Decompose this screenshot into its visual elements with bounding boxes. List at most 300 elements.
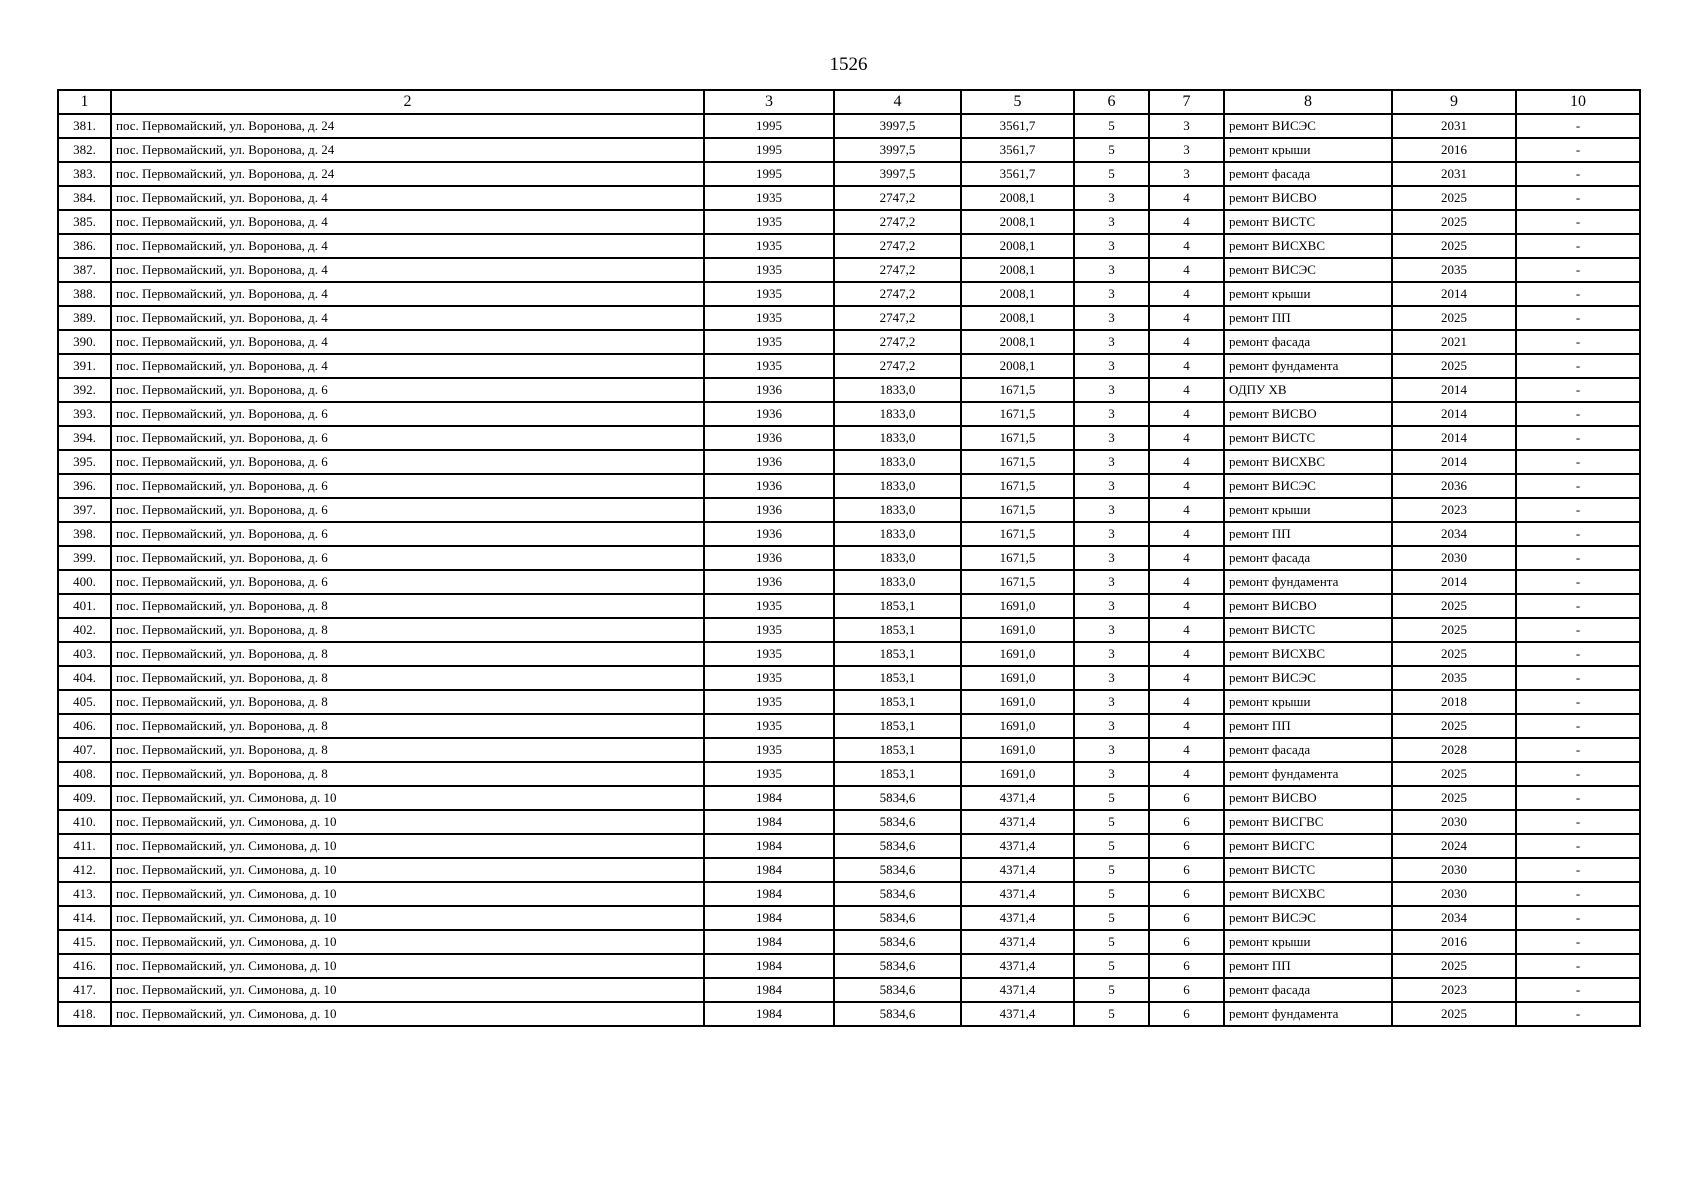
table-row: [58, 306, 1640, 330]
note-cell: -: [1516, 474, 1640, 498]
address-cell: пос. Первомайский, ул. Воронова, д. 8: [111, 642, 704, 666]
planned-year-cell: 2031: [1392, 162, 1516, 186]
total-area-cell: 5834,6: [834, 1002, 961, 1026]
address-cell: пос. Первомайский, ул. Симонова, д. 10: [111, 858, 704, 882]
planned-year-cell: 2025: [1392, 1002, 1516, 1026]
total-area-cell: 2747,2: [834, 306, 961, 330]
note-cell: -: [1516, 1002, 1640, 1026]
entrances-cell: 6: [1149, 834, 1224, 858]
entrances-cell: 4: [1149, 570, 1224, 594]
living-area-cell: 1671,5: [961, 546, 1074, 570]
row-number-cell: 417.: [58, 978, 111, 1002]
year-built-cell: 1984: [704, 906, 834, 930]
year-built-cell: 1984: [704, 882, 834, 906]
total-area-cell: 1853,1: [834, 594, 961, 618]
planned-year-cell: 2030: [1392, 882, 1516, 906]
row-number-cell: 386.: [58, 234, 111, 258]
floors-cell: 3: [1074, 546, 1149, 570]
row-number-cell: 397.: [58, 498, 111, 522]
floors-cell: 3: [1074, 330, 1149, 354]
table-row: [58, 930, 1640, 954]
table-row: [58, 1002, 1640, 1026]
total-area-cell: 1833,0: [834, 498, 961, 522]
table-row: [58, 354, 1640, 378]
note-cell: -: [1516, 618, 1640, 642]
floors-cell: 5: [1074, 1002, 1149, 1026]
floors-cell: 3: [1074, 522, 1149, 546]
floors-cell: 3: [1074, 426, 1149, 450]
address-cell: пос. Первомайский, ул. Симонова, д. 10: [111, 834, 704, 858]
planned-year-cell: 2023: [1392, 498, 1516, 522]
row-number-cell: 400.: [58, 570, 111, 594]
row-number-cell: 388.: [58, 282, 111, 306]
total-area-cell: 1853,1: [834, 642, 961, 666]
table-row: [58, 786, 1640, 810]
floors-cell: 3: [1074, 618, 1149, 642]
total-area-cell: 1833,0: [834, 426, 961, 450]
column-header: 10: [1516, 90, 1640, 114]
row-number-cell: 412.: [58, 858, 111, 882]
work-type-cell: ремонт ВИСЭС: [1224, 906, 1392, 930]
floors-cell: 3: [1074, 762, 1149, 786]
year-built-cell: 1984: [704, 954, 834, 978]
work-type-cell: ремонт ВИСЭС: [1224, 114, 1392, 138]
address-cell: пос. Первомайский, ул. Воронова, д. 24: [111, 114, 704, 138]
entrances-cell: 6: [1149, 906, 1224, 930]
planned-year-cell: 2025: [1392, 234, 1516, 258]
planned-year-cell: 2025: [1392, 594, 1516, 618]
note-cell: -: [1516, 162, 1640, 186]
total-area-cell: 5834,6: [834, 978, 961, 1002]
work-type-cell: ремонт ВИСЭС: [1224, 666, 1392, 690]
table-row: [58, 162, 1640, 186]
column-header: 1: [58, 90, 111, 114]
work-type-cell: ремонт фундамента: [1224, 762, 1392, 786]
row-number-cell: 392.: [58, 378, 111, 402]
living-area-cell: 3561,7: [961, 138, 1074, 162]
year-built-cell: 1936: [704, 402, 834, 426]
note-cell: -: [1516, 354, 1640, 378]
work-type-cell: ремонт ВИСТС: [1224, 858, 1392, 882]
table-row: [58, 882, 1640, 906]
note-cell: -: [1516, 594, 1640, 618]
row-number-cell: 396.: [58, 474, 111, 498]
planned-year-cell: 2025: [1392, 354, 1516, 378]
row-number-cell: 402.: [58, 618, 111, 642]
total-area-cell: 5834,6: [834, 906, 961, 930]
work-type-cell: ремонт фасада: [1224, 162, 1392, 186]
planned-year-cell: 2021: [1392, 330, 1516, 354]
planned-year-cell: 2025: [1392, 642, 1516, 666]
year-built-cell: 1936: [704, 570, 834, 594]
entrances-cell: 4: [1149, 738, 1224, 762]
entrances-cell: 6: [1149, 786, 1224, 810]
planned-year-cell: 2030: [1392, 546, 1516, 570]
entrances-cell: 4: [1149, 666, 1224, 690]
note-cell: -: [1516, 498, 1640, 522]
note-cell: -: [1516, 882, 1640, 906]
entrances-cell: 4: [1149, 258, 1224, 282]
planned-year-cell: 2014: [1392, 378, 1516, 402]
table-row: [58, 330, 1640, 354]
work-type-cell: ремонт крыши: [1224, 138, 1392, 162]
entrances-cell: 4: [1149, 186, 1224, 210]
entrances-cell: 4: [1149, 282, 1224, 306]
planned-year-cell: 2025: [1392, 306, 1516, 330]
year-built-cell: 1935: [704, 714, 834, 738]
year-built-cell: 1935: [704, 642, 834, 666]
table-row: [58, 978, 1640, 1002]
living-area-cell: 1671,5: [961, 474, 1074, 498]
year-built-cell: 1936: [704, 378, 834, 402]
floors-cell: 3: [1074, 498, 1149, 522]
work-type-cell: ремонт фасада: [1224, 738, 1392, 762]
entrances-cell: 4: [1149, 690, 1224, 714]
table-body: [58, 114, 1640, 1026]
note-cell: -: [1516, 258, 1640, 282]
living-area-cell: 2008,1: [961, 354, 1074, 378]
living-area-cell: 2008,1: [961, 306, 1074, 330]
work-type-cell: ОДПУ ХВ: [1224, 378, 1392, 402]
work-type-cell: ремонт ВИСВО: [1224, 402, 1392, 426]
living-area-cell: 1671,5: [961, 570, 1074, 594]
floors-cell: 5: [1074, 786, 1149, 810]
row-number-cell: 389.: [58, 306, 111, 330]
address-cell: пос. Первомайский, ул. Воронова, д. 4: [111, 330, 704, 354]
row-number-cell: 407.: [58, 738, 111, 762]
year-built-cell: 1936: [704, 474, 834, 498]
address-cell: пос. Первомайский, ул. Воронова, д. 24: [111, 138, 704, 162]
column-header: 7: [1149, 90, 1224, 114]
living-area-cell: 1671,5: [961, 522, 1074, 546]
year-built-cell: 1935: [704, 354, 834, 378]
table-row: [58, 522, 1640, 546]
year-built-cell: 1935: [704, 762, 834, 786]
address-cell: пос. Первомайский, ул. Симонова, д. 10: [111, 906, 704, 930]
living-area-cell: 4371,4: [961, 1002, 1074, 1026]
table-row: [58, 402, 1640, 426]
floors-cell: 5: [1074, 906, 1149, 930]
entrances-cell: 4: [1149, 762, 1224, 786]
table-row: [58, 594, 1640, 618]
address-cell: пос. Первомайский, ул. Симонова, д. 10: [111, 786, 704, 810]
total-area-cell: 1833,0: [834, 570, 961, 594]
row-number-cell: 403.: [58, 642, 111, 666]
note-cell: -: [1516, 282, 1640, 306]
floors-cell: 5: [1074, 882, 1149, 906]
living-area-cell: 4371,4: [961, 882, 1074, 906]
planned-year-cell: 2025: [1392, 618, 1516, 642]
address-cell: пос. Первомайский, ул. Воронова, д. 4: [111, 186, 704, 210]
floors-cell: 3: [1074, 474, 1149, 498]
note-cell: -: [1516, 738, 1640, 762]
table-row: [58, 954, 1640, 978]
note-cell: -: [1516, 570, 1640, 594]
year-built-cell: 1984: [704, 930, 834, 954]
living-area-cell: 2008,1: [961, 186, 1074, 210]
total-area-cell: 2747,2: [834, 258, 961, 282]
living-area-cell: 4371,4: [961, 834, 1074, 858]
living-area-cell: 2008,1: [961, 282, 1074, 306]
table-row: [58, 906, 1640, 930]
living-area-cell: 3561,7: [961, 114, 1074, 138]
column-header: 3: [704, 90, 834, 114]
row-number-cell: 390.: [58, 330, 111, 354]
entrances-cell: 4: [1149, 330, 1224, 354]
address-cell: пос. Первомайский, ул. Симонова, д. 10: [111, 978, 704, 1002]
work-type-cell: ремонт ВИСХВС: [1224, 450, 1392, 474]
year-built-cell: 1935: [704, 258, 834, 282]
total-area-cell: 1833,0: [834, 474, 961, 498]
row-number-cell: 405.: [58, 690, 111, 714]
planned-year-cell: 2028: [1392, 738, 1516, 762]
floors-cell: 3: [1074, 378, 1149, 402]
table-row: [58, 186, 1640, 210]
note-cell: -: [1516, 834, 1640, 858]
year-built-cell: 1936: [704, 522, 834, 546]
floors-cell: 5: [1074, 162, 1149, 186]
floors-cell: 3: [1074, 450, 1149, 474]
note-cell: -: [1516, 210, 1640, 234]
work-type-cell: ремонт крыши: [1224, 930, 1392, 954]
living-area-cell: 2008,1: [961, 234, 1074, 258]
total-area-cell: 1853,1: [834, 738, 961, 762]
floors-cell: 3: [1074, 210, 1149, 234]
work-type-cell: ремонт ПП: [1224, 954, 1392, 978]
note-cell: -: [1516, 138, 1640, 162]
entrances-cell: 4: [1149, 402, 1224, 426]
row-number-cell: 387.: [58, 258, 111, 282]
row-number-cell: 385.: [58, 210, 111, 234]
row-number-cell: 409.: [58, 786, 111, 810]
total-area-cell: 3997,5: [834, 138, 961, 162]
living-area-cell: 4371,4: [961, 954, 1074, 978]
table-row: [58, 258, 1640, 282]
work-type-cell: ремонт фундамента: [1224, 354, 1392, 378]
address-cell: пос. Первомайский, ул. Воронова, д. 6: [111, 570, 704, 594]
floors-cell: 5: [1074, 114, 1149, 138]
total-area-cell: 3997,5: [834, 162, 961, 186]
address-cell: пос. Первомайский, ул. Воронова, д. 4: [111, 354, 704, 378]
address-cell: пос. Первомайский, ул. Воронова, д. 6: [111, 378, 704, 402]
note-cell: -: [1516, 762, 1640, 786]
work-type-cell: ремонт ВИСГВС: [1224, 810, 1392, 834]
year-built-cell: 1935: [704, 666, 834, 690]
living-area-cell: 1691,0: [961, 618, 1074, 642]
work-type-cell: ремонт ВИСТС: [1224, 210, 1392, 234]
total-area-cell: 1853,1: [834, 714, 961, 738]
total-area-cell: 2747,2: [834, 186, 961, 210]
column-number-row: [58, 90, 1640, 114]
note-cell: -: [1516, 114, 1640, 138]
year-built-cell: 1935: [704, 330, 834, 354]
floors-cell: 3: [1074, 666, 1149, 690]
total-area-cell: 5834,6: [834, 882, 961, 906]
entrances-cell: 4: [1149, 234, 1224, 258]
year-built-cell: 1935: [704, 618, 834, 642]
total-area-cell: 5834,6: [834, 810, 961, 834]
year-built-cell: 1984: [704, 978, 834, 1002]
total-area-cell: 1853,1: [834, 762, 961, 786]
floors-cell: 3: [1074, 258, 1149, 282]
floors-cell: 3: [1074, 354, 1149, 378]
total-area-cell: 1833,0: [834, 522, 961, 546]
work-type-cell: ремонт фундамента: [1224, 1002, 1392, 1026]
year-built-cell: 1935: [704, 594, 834, 618]
year-built-cell: 1995: [704, 162, 834, 186]
living-area-cell: 4371,4: [961, 786, 1074, 810]
total-area-cell: 1833,0: [834, 402, 961, 426]
table-row: [58, 618, 1640, 642]
floors-cell: 3: [1074, 642, 1149, 666]
note-cell: -: [1516, 186, 1640, 210]
entrances-cell: 4: [1149, 450, 1224, 474]
living-area-cell: 4371,4: [961, 906, 1074, 930]
floors-cell: 3: [1074, 738, 1149, 762]
address-cell: пос. Первомайский, ул. Воронова, д. 4: [111, 282, 704, 306]
address-cell: пос. Первомайский, ул. Воронова, д. 4: [111, 210, 704, 234]
address-cell: пос. Первомайский, ул. Воронова, д. 24: [111, 162, 704, 186]
note-cell: -: [1516, 690, 1640, 714]
work-type-cell: ремонт ВИСТС: [1224, 618, 1392, 642]
entrances-cell: 3: [1149, 114, 1224, 138]
table-row: [58, 138, 1640, 162]
planned-year-cell: 2034: [1392, 522, 1516, 546]
living-area-cell: 1671,5: [961, 498, 1074, 522]
table-row: [58, 834, 1640, 858]
row-number-cell: 401.: [58, 594, 111, 618]
address-cell: пос. Первомайский, ул. Воронова, д. 6: [111, 546, 704, 570]
total-area-cell: 1833,0: [834, 450, 961, 474]
total-area-cell: 1833,0: [834, 546, 961, 570]
living-area-cell: 2008,1: [961, 258, 1074, 282]
planned-year-cell: 2014: [1392, 570, 1516, 594]
total-area-cell: 2747,2: [834, 282, 961, 306]
work-type-cell: ремонт ВИСТС: [1224, 426, 1392, 450]
living-area-cell: 1691,0: [961, 762, 1074, 786]
total-area-cell: 1853,1: [834, 618, 961, 642]
note-cell: -: [1516, 954, 1640, 978]
entrances-cell: 4: [1149, 306, 1224, 330]
note-cell: -: [1516, 786, 1640, 810]
living-area-cell: 1691,0: [961, 666, 1074, 690]
planned-year-cell: 2016: [1392, 930, 1516, 954]
address-cell: пос. Первомайский, ул. Воронова, д. 8: [111, 618, 704, 642]
planned-year-cell: 2014: [1392, 402, 1516, 426]
living-area-cell: 1671,5: [961, 378, 1074, 402]
entrances-cell: 6: [1149, 810, 1224, 834]
table-row: [58, 570, 1640, 594]
column-header: 2: [111, 90, 704, 114]
floors-cell: 3: [1074, 306, 1149, 330]
planned-year-cell: 2025: [1392, 786, 1516, 810]
floors-cell: 5: [1074, 810, 1149, 834]
table-row: [58, 546, 1640, 570]
note-cell: -: [1516, 930, 1640, 954]
entrances-cell: 4: [1149, 642, 1224, 666]
planned-year-cell: 2031: [1392, 114, 1516, 138]
floors-cell: 3: [1074, 690, 1149, 714]
entrances-cell: 4: [1149, 378, 1224, 402]
address-cell: пос. Первомайский, ул. Воронова, д. 8: [111, 594, 704, 618]
entrances-cell: 4: [1149, 522, 1224, 546]
row-number-cell: 413.: [58, 882, 111, 906]
entrances-cell: 4: [1149, 714, 1224, 738]
total-area-cell: 2747,2: [834, 210, 961, 234]
address-cell: пос. Первомайский, ул. Симонова, д. 10: [111, 882, 704, 906]
work-type-cell: ремонт ВИСВО: [1224, 594, 1392, 618]
entrances-cell: 6: [1149, 930, 1224, 954]
total-area-cell: 5834,6: [834, 858, 961, 882]
living-area-cell: 1691,0: [961, 738, 1074, 762]
total-area-cell: 5834,6: [834, 954, 961, 978]
table-row: [58, 858, 1640, 882]
work-type-cell: ремонт ВИСХВС: [1224, 882, 1392, 906]
table-row: [58, 714, 1640, 738]
planned-year-cell: 2036: [1392, 474, 1516, 498]
entrances-cell: 4: [1149, 498, 1224, 522]
planned-year-cell: 2034: [1392, 906, 1516, 930]
address-cell: пос. Первомайский, ул. Симонова, д. 10: [111, 954, 704, 978]
entrances-cell: 4: [1149, 210, 1224, 234]
entrances-cell: 4: [1149, 426, 1224, 450]
note-cell: -: [1516, 858, 1640, 882]
entrances-cell: 3: [1149, 138, 1224, 162]
planned-year-cell: 2035: [1392, 666, 1516, 690]
row-number-cell: 406.: [58, 714, 111, 738]
note-cell: -: [1516, 546, 1640, 570]
work-type-cell: ремонт ВИСГС: [1224, 834, 1392, 858]
work-type-cell: ремонт крыши: [1224, 690, 1392, 714]
year-built-cell: 1935: [704, 282, 834, 306]
table-row: [58, 378, 1640, 402]
work-type-cell: ремонт фасада: [1224, 978, 1392, 1002]
living-area-cell: 1691,0: [961, 714, 1074, 738]
note-cell: -: [1516, 330, 1640, 354]
floors-cell: 5: [1074, 834, 1149, 858]
work-type-cell: ремонт ПП: [1224, 714, 1392, 738]
work-type-cell: ремонт фундамента: [1224, 570, 1392, 594]
floors-cell: 3: [1074, 594, 1149, 618]
floors-cell: 5: [1074, 138, 1149, 162]
floors-cell: 3: [1074, 402, 1149, 426]
year-built-cell: 1935: [704, 210, 834, 234]
column-header: 6: [1074, 90, 1149, 114]
address-cell: пос. Первомайский, ул. Воронова, д. 6: [111, 474, 704, 498]
year-built-cell: 1936: [704, 426, 834, 450]
work-type-cell: ремонт крыши: [1224, 498, 1392, 522]
planned-year-cell: 2025: [1392, 210, 1516, 234]
column-header: 5: [961, 90, 1074, 114]
total-area-cell: 2747,2: [834, 354, 961, 378]
note-cell: -: [1516, 450, 1640, 474]
total-area-cell: 1853,1: [834, 690, 961, 714]
entrances-cell: 6: [1149, 1002, 1224, 1026]
planned-year-cell: 2035: [1392, 258, 1516, 282]
column-header: 4: [834, 90, 961, 114]
planned-year-cell: 2014: [1392, 450, 1516, 474]
row-number-cell: 394.: [58, 426, 111, 450]
year-built-cell: 1984: [704, 858, 834, 882]
row-number-cell: 384.: [58, 186, 111, 210]
row-number-cell: 393.: [58, 402, 111, 426]
address-cell: пос. Первомайский, ул. Воронова, д. 6: [111, 450, 704, 474]
row-number-cell: 410.: [58, 810, 111, 834]
page-number: 1526: [829, 54, 868, 75]
address-cell: пос. Первомайский, ул. Воронова, д. 8: [111, 738, 704, 762]
address-cell: пос. Первомайский, ул. Симонова, д. 10: [111, 1002, 704, 1026]
living-area-cell: 1671,5: [961, 450, 1074, 474]
